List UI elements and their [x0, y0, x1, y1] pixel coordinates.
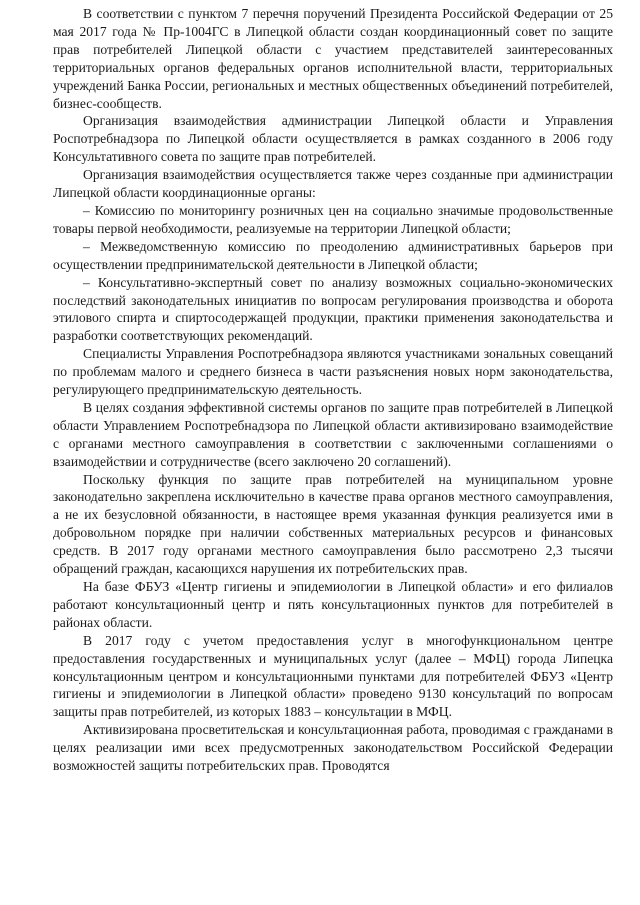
document-body	[53, 5, 613, 775]
paragraph-zonal-meetings: Специалисты Управления Роспотребнадзора являются участниками зональных совещаний по проблемам малого и среднего бизнеса в части разъяснения новых норм законодательства, регулирующего предпринимательскую деятельность.	[53, 346, 613, 398]
list-item-administrative-barriers-commission: – Межведомственную комиссию по преодолению административных барьеров при осуществлении предпринимательской деятельности в Липецкой области;	[53, 238, 613, 272]
paragraph-coordination-bodies: Организация взаимодействия осуществляется также через созданные при администрации Липецкой области координационные органы:	[53, 167, 613, 201]
paragraph-educational-work: Активизирована просветительская и консультационная работа, проводимая с гражданами в целях реализации ими всех предусмотренных законодательством Российской Федерации возможностей защиты потребительских прав. Проводятся	[53, 722, 613, 774]
paragraph-consultation-centers: На базе ФБУЗ «Центр гигиены и эпидемиологии в Липецкой области» и его филиалов работают консультационный центр и пять консультационных пунктов для потребителей в районах области.	[53, 579, 613, 630]
paragraph-municipal-function: Поскольку функция по защите прав потребителей на муниципальном уровне законодательно закреплена исключительно в качестве права органов местного самоуправления, а не их безусловной обязанности, в настоящее время указанная функция реализуется ими в добровольном порядке при наличии собственных материальных ресурсов и финансовых средств. В 2017 году органами местного самоуправления было рассмотрено 2,3 тысячи обращений граждан, касающихся нарушения их потребительских прав.	[53, 471, 613, 577]
list-item-expert-council: – Консультативно-экспертный совет по анализу возможных социально-экономических последствий законодательных инициатив по вопросам регулирования производства и оборота этилового спирта и спиртосодержащей продукции, практики применения законодательства и разработки соответствующих рекомендаций.	[53, 274, 613, 344]
list-item-price-monitoring-commission: – Комиссию по мониторингу розничных цен на социально значимые продовольственные товары первой необходимости, реализуемые на территории Липецкой области;	[53, 202, 613, 236]
paragraph-advisory-council: Организация взаимодействия администрации Липецкой области и Управления Роспотребнадзора по Липецкой области осуществляется в рамках созданного в 2006 году Консультативного совета по защите прав потребителей.	[53, 113, 613, 165]
paragraph-coordination-council: В соответствии с пунктом 7 перечня поручений Президента Российской Федерации от 25 мая 2017 года № Пр-1004ГС в Липецкой области создан координационный совет по защите прав потребителей Липецкой области с участием представителей заинтересованных территориальных органов федеральных органов исполнительной власти, территориальных учреждений Банка России, региональных и местных общественных объединений потребителей, бизнес-сообществ.	[53, 6, 613, 111]
paragraph-consultations-2017: В 2017 году с учетом предоставления услуг в многофункциональном центре предоставления государственных и муниципальных услуг (далее – МФЦ) города Липецка консультационным центром и консультационными пунктами для потребителей ФБУЗ «Центр гигиены и эпидемиологии в Липецкой области» проведено 9130 консультаций по вопросам защиты прав потребителей, из которых 1883 – консультации в МФЦ.	[53, 632, 613, 720]
paragraph-local-government-cooperation: В целях создания эффективной системы органов по защите прав потребителей в Липецкой области Управлением Роспотребнадзора по Липецкой области активизировано взаимодействие с органами местного самоуправления в соответствии с заключенными соглашениями о взаимодействии и сотрудничестве (всего заключено 20 соглашений).	[53, 399, 613, 469]
